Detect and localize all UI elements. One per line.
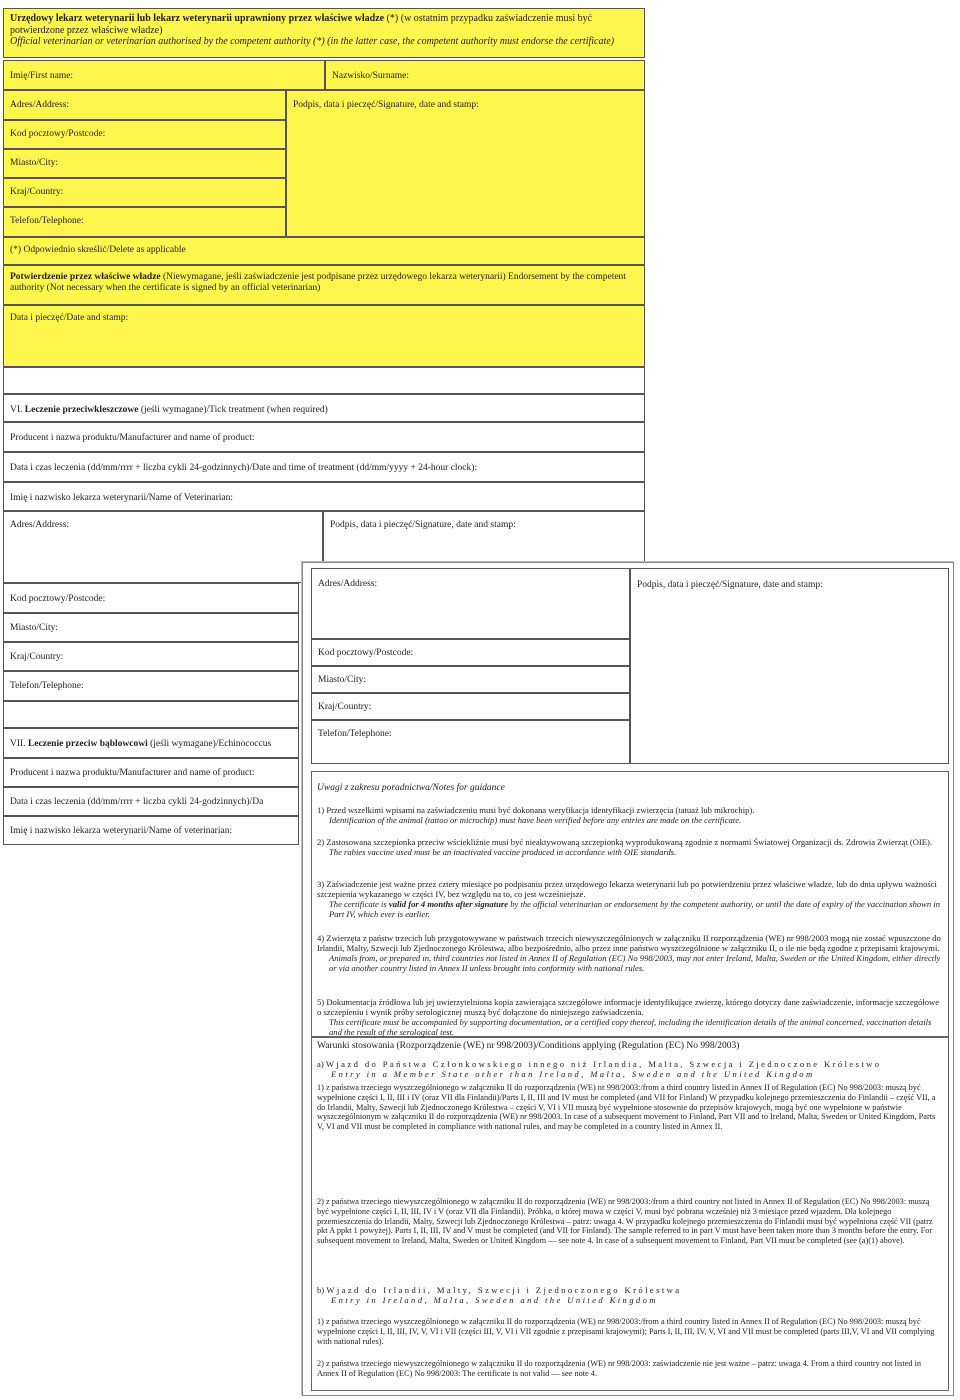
section-b-1: 1) z państwa trzeciego wyszczególnionego w załączniku II do rozporządzenia (WE) nr 998/2003:/from a third country listed in Annex II of Regulation (EC) No 998/2003: muszą być wypełnione części I, II, III, IV, V, VI i VII (części III, V, VI i VII zgodnie z przepisami krajowymi); Parts I, II, III, IV, V, VI and VII must be completed (parts III,V, VI and VII complying with national rules).	[317, 1317, 935, 1346]
endorse-rest: (Niewymagane, jeśli zaświadczenie jest podpisane przez urzędowego lekarza weterynarii) Endorsement by the competent authority (Not necessary when the certificate is signed by an official veterinarian)	[10, 272, 626, 293]
note-2: 2) Zastosowana szczepionka przeciw wściekliźnie musi być nieaktywowaną szczepionką wyprodukowaną zgodnie z normami Światowej Organizacji ds. Zdrowia Zwierząt (OIE). The rabies vaccine used must be an inactivated vaccine produced in accordance with OIE standards.	[317, 837, 933, 857]
surname-field[interactable]: Nazwisko/Surname:	[325, 60, 645, 90]
note-4: 4) Zwierzęta z państw trzecich lub przygotowywane w państwach trzecich niewyszczególnionych w załączniku II rozporządzenia (WE) nr 998/2003 mogą nie zostać wpuszczone do Irlandii, Malty, Szwecji lub Zjednoczonego Królestwa, albo bezpośrednio, albo przez inne państwo wyszczególnione w załączniku II, o ile nie będą zgodne z przepisami krajowymi. Animals from, or prepared in, third countries not listed in Annex II of Regulation (EC) No 998/2003, may not enter Ireland, Malta, Sweden or the United Kingdom, either directly or via another country listed in Annex II unless brought into conformity with national rules.	[317, 933, 941, 973]
endorsement-header	[3, 265, 645, 305]
lower-country-field[interactable]: Kraj/Country:	[311, 693, 630, 720]
section-a-1: 1) z państwa trzeciego wyszczególnionego w załączniku II do rozporządzenia (WE) nr 998/2003:/from a third country listed in Annex II of Regulation (EC) No 998/2003: muszą być wypełnione części I, II, III i IV (oraz VII dla Finlandii)/Parts I, II, III and IV must be completed (and VII for Finland) W przypadku kolejnego przemieszczenia do Finlandii – część VII, a do Irlandii, Malty, Szwecji lub Zjednoczonego Królestwa – części V, VI i VII muszą być wypełnione stosownie do przepisów krajowych, mogą być one wypełnione w państwie wyszczególnionym w załączniku II do rozporządzenia (WE) nr 998/2003. In case of a subsequent movement to Finland, Part VII and to Ireland, Malta, Sweden or United Kingdom, Parts V, VI and VII must be completed in compliance with national rules, and may be completed in a country listed in Annex II.	[317, 1083, 936, 1132]
section-vi-header: VI. Leczenie przeciwkleszczowe (jeśli wymagane)/Tick treatment (when required)	[3, 394, 645, 422]
endorse-bold: Potwierdzenie przez właściwe władze	[10, 272, 161, 282]
address-field[interactable]: Adres/Address:	[3, 90, 286, 120]
producer2-field[interactable]: Producent i nazwa produktu/Manufacturer and name of product:	[3, 758, 299, 787]
blank-row	[3, 367, 645, 394]
telephone2-field[interactable]: Telefon/Telephone:	[3, 671, 299, 701]
section-vii-header: VII. Leczenie przeciw bąblowcowi (jeśli wymagane)/Echinococcus	[3, 728, 299, 758]
lower-postcode-field[interactable]: Kod pocztowy/Postcode:	[311, 639, 630, 666]
address2-field[interactable]: Adres/Address:	[3, 511, 323, 583]
signature-field[interactable]: Podpis, data i pieczęć/Signature, date and stamp:	[286, 90, 645, 237]
treatment-time2-field[interactable]: Data i czas leczenia (dd/mm/rrrr + liczba cykli 24-godzinnych)/Da	[3, 787, 299, 816]
section-a-2: 2) z państwa trzeciego niewyszczególnionego w załączniku II do rozporządzenia (WE) nr 998/2003:/from a third country not listed in Annex II of Regulation (EC) No 998/2003: muszą być wypełnione części I, II, III, IV i V (oraz VII dla Finlandii). Próbka, o której mowa w części V, musi być pobrana wcześniej niż 3 miesiące przed wjazdem. Dla kolejnego przemieszczenia do Irlandii, Malty, Szwecji lub Zjednoczonego Królestwa – patrz: uwaga 4. W przypadku kolejnego przemieszczenia do Finlandii musi być wypełniona część VII (patrz pkt A ppkt 1 powyżej). Parts I, II, III, IV and V must be completed (and VII for Finland). The sample referred to in part V must have been taken more than 3 months before the entry. For subsequent movement to Ireland, Malta, Sweden or United Kingdom — see note 4. In case of a subsequent movement to Finland, Part VII must be completed (see (a)(1) above).	[317, 1197, 933, 1246]
note-1: 1) Przed wszelkimi wpisami na zaświadczeniu musi być dokonana weryfikacja identyfikacji zwierzęcia (tatuaż lub mikrochip). Identification of the animal (tattoo or microchip) must have been verified before any entries are made on the certificate.	[317, 805, 755, 825]
first-name-field[interactable]: Imię/First name:	[3, 60, 325, 90]
conditions-title: Warunki stosowania (Rozporządzenie (WE) nr 998/2003)/Conditions applying (Regulation (EC) No 998/2003)	[317, 1041, 740, 1051]
producer-field[interactable]: Producent i nazwa produktu/Manufacturer and name of product:	[3, 422, 645, 452]
official-title-rest: (*) (w ostatnim przypadku zaświadczenie musi być potwierdzone przez właściwe władze)	[10, 13, 593, 36]
section-b-header: b) Wjazd do Irlandii, Malty, Szwecji i Zjednoczonego Królestwa Entry in Ireland, Malta, Sweden and the United Kingdom	[317, 1285, 682, 1305]
note-3: 3) Zaświadczenie jest ważne przez cztery miesiące po podpisaniu przez urzędowego lekarza weterynarii lub po potwierdzeniu przez właściwe władze, lub do dnia upływu ważności szczepienia wykazanego w części IV, bez względu na to, co jest wcześniejsze. The certificate is valid for 4 months after signature by the official veterinarian or endorsement by the competent authority, or until the date of expiry of the vaccination shown in Part IV, which ever is earlier.	[317, 879, 941, 919]
lower-city-field[interactable]: Miasto/City:	[311, 666, 630, 693]
official-vet-header	[3, 8, 645, 58]
city-field[interactable]: Miasto/City:	[3, 149, 286, 178]
official-title-bold: Urzędowy lekarz weterynarii lub lekarz weterynarii uprawniony przez właściwe władze	[10, 13, 385, 24]
country-field[interactable]: Kraj/Country:	[3, 178, 286, 207]
postcode-field[interactable]: Kod pocztowy/Postcode:	[3, 120, 286, 149]
official-title-en: Official veterinarian or veterinarian authorised by the competent authority (*) (in the latter case, the competent authority must endorse the certificate)	[10, 36, 615, 47]
postcode2-field[interactable]: Kod pocztowy/Postcode:	[3, 583, 299, 613]
date-stamp-field[interactable]: Data i pieczęć/Date and stamp:	[3, 305, 645, 367]
vet-name-field[interactable]: Imię i nazwisko lekarza weterynarii/Name of Veterinarian:	[3, 482, 645, 511]
lower-form-sheet	[302, 562, 954, 1396]
signature2-field[interactable]: Podpis, data i pieczęć/Signature, date and stamp:	[323, 511, 645, 583]
lower-signature-field[interactable]: Podpis, data i pieczęć/Signature, date and stamp:	[630, 568, 949, 764]
telephone-field[interactable]: Telefon/Telephone:	[3, 207, 286, 237]
delete-note: (*) Odpowiednio skreślić/Delete as applicable	[3, 237, 645, 265]
lower-address-field[interactable]: Adres/Address:	[311, 568, 630, 639]
notes-title: Uwagi z zakresu poradnictwa/Notes for guidance	[317, 783, 505, 793]
vet-name2-field[interactable]: Imię i nazwisko lekarza weterynarii/Name of veterinarian:	[3, 816, 299, 845]
note-5: 5) Dokumentacja źródłowa lub jej uwierzytelniona kopia zawierająca szczegółowe informacje identyfikujące zwierzę, którego dotyczy dane zaświadczenie, informacje szczegółowe o szczepieniu i wynik próby serologicznej muszą być dołączone do niniejszego zaświadczenia. This certificate must be accompanied by supporting documentation, or a certified copy thereof, including the identification details of the animal concerned, vaccination details and the result of the serological test.	[317, 997, 940, 1037]
lower-telephone-field[interactable]: Telefon/Telephone:	[311, 720, 630, 764]
country2-field[interactable]: Kraj/Country:	[3, 642, 299, 671]
section-b-2: 2) z państwa trzeciego niewyszczególnionego w załączniku II do rozporządzenia (WE) nr 998/2003: zaświadczenie nie jest ważne – patrz: uwaga 4. From a third country not listed in Annex II of Regulation (EC) No 998/2003: The certificate is not valid — see note 4.	[317, 1359, 922, 1378]
section-a-header: a) Wjazd do Państwa Członkowskiego innego niż Irlandia, Malta, Szwecja i Zjednoczone Królestwo Entry in a Member State other than Ireland, Malta, Sweden and the United Kingdom	[317, 1059, 882, 1079]
treatment-time-field[interactable]: Data i czas leczenia (dd/mm/rrrr + liczba cykli 24-godzinnych)/Date and time of treatment (dd/mm/yyyy + 24-hour clock):	[3, 452, 645, 482]
blank-row-2	[3, 701, 299, 728]
city2-field[interactable]: Miasto/City:	[3, 613, 299, 642]
